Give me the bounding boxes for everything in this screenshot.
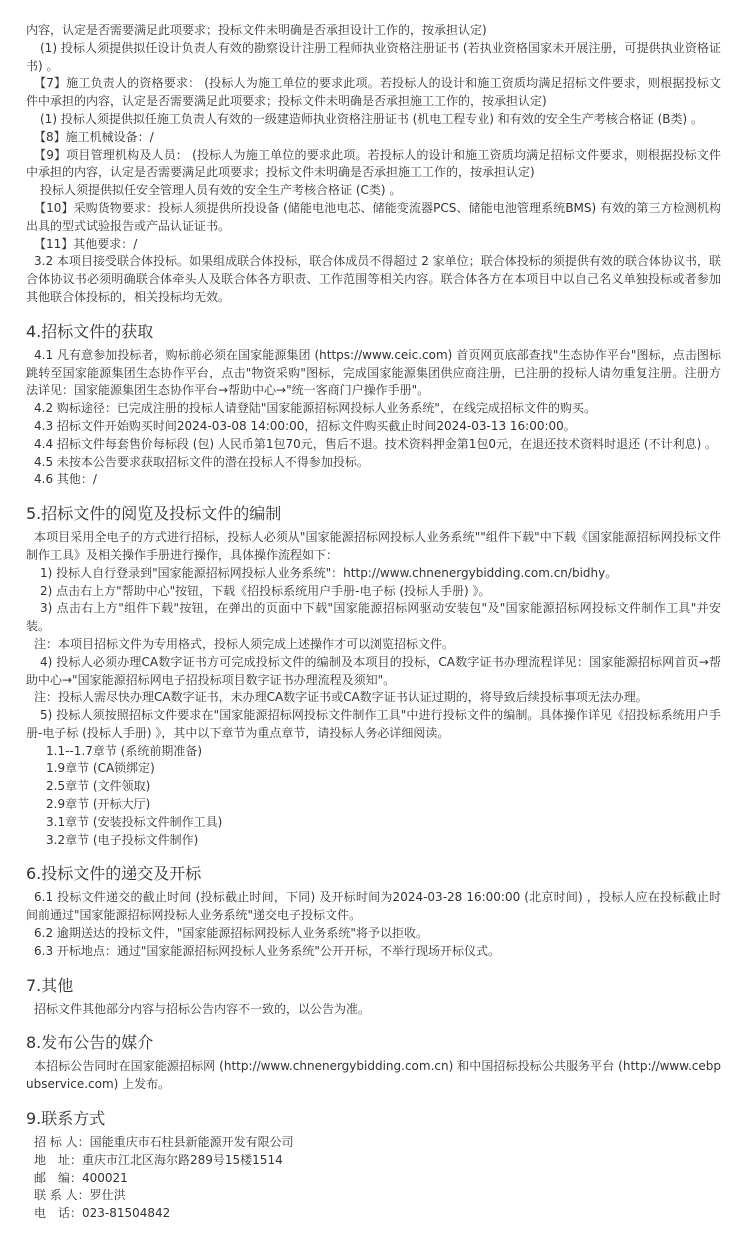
paragraph: 3) 点击右上方"组件下载"按钮，在弹出的页面中下载"国家能源招标网驱动安装包"及"国家能源招标网投标文件制作工具"并安装。	[26, 601, 721, 634]
paragraph: 3.2章节 (电子投标文件制作)	[46, 832, 199, 847]
paragraph: 4.3 招标文件开始购买时间2024-03-08 14:00:00，招标文件购买截止时间2024-03-13 16:00:00。	[34, 418, 576, 433]
phone-line: 电 话：023-81504842	[34, 1206, 171, 1221]
paragraph: 4.1 凡有意参加投标者，购标前必须在国家能源集团 (https://www.ceic.com) 首页网页底部查找"生态协作平台"图标，点击图标跳转至国家能源集团生态协作平台，点击"物资采购"图标，完成国家能源集团供应商注册，已注册的投标人请勿重复注册。注册方法详见：国家能源集团生态协作平台→帮助中心→"统一客商门户操作手册"。	[26, 347, 721, 398]
paragraph: 6.1 投标文件递交的截止时间 (投标截止时间，下同) 及开标时间为2024-03-28 16:00:00 (北京时间) ，投标人应在投标截止时间前通过"国家能源招标网投标人业务系统"递交电子投标文件。	[26, 890, 721, 923]
paragraph: 4) 投标人必须办理CA数字证书方可完成投标文件的编制及本项目的投标，CA数字证书办理流程详见：国家能源招标网首页→帮助中心→"国家能源招标网电子招投标项目数字证书办理流程及须知"。	[26, 654, 721, 687]
address-line: 地 址：重庆市江北区海尔路289号15楼1514	[34, 1152, 283, 1167]
section	[26, 1032, 721, 1094]
paragraph: 【9】项目管理机构及人员： (投标人为施工单位的要求此项。若投标人的设计和施工资质均满足招标文件要求，则根据投标文件中承担的内容，认定是否需要满足此项要求；投标文件未明确是否承担施工工作的，按承担认定)	[26, 147, 721, 180]
paragraph: 2.9章节 (开标大厅)	[46, 797, 151, 812]
paragraph: 2.5章节 (文件领取)	[46, 779, 151, 794]
paragraph: 注：本项目招标文件为专用格式，投标人须完成上述操作才可以浏览招标文件。	[34, 636, 455, 651]
paragraph: 4.2 购标途径：已完成注册的投标人请登陆"国家能源招标网投标人业务系统"，在线完成招标文件的购买。	[34, 401, 596, 416]
paragraph: 1) 投标人自行登录到"国家能源招标网投标人业务系统"：http://www.chnenergybidding.com.cn/bidhy。	[40, 565, 618, 580]
section	[26, 975, 721, 1019]
section	[26, 503, 721, 849]
paragraph: 【11】其他要求：/	[34, 236, 138, 251]
paragraph: 6.2 逾期送达的投标文件，"国家能源招标网投标人业务系统"将予以拒收。	[34, 926, 428, 941]
paragraph: 本招标公告同时在国家能源招标网 (http://www.chnenergybidding.com.cn) 和中国招标投标公共服务平台 (http://www.cebpubservice.com) 上发布。	[26, 1059, 721, 1092]
paragraph: 本项目采用全电子的方式进行招标，投标人必须从"国家能源招标网投标人业务系统""组件下载"中下载《国家能源招标网投标文件制作工具》及相关操作手册进行操作，具体操作流程如下：	[26, 530, 721, 562]
paragraph: 【8】施工机械设备：/	[34, 129, 154, 144]
paragraph: 4.6 其他：/	[34, 472, 97, 487]
paragraph: 5) 投标人须按照招标文件要求在"国家能源招标网投标文件制作工具"中进行投标文件的编制。具体操作详见《招投标系统用户手册-电子标 (投标人手册) 》，其中以下章节为重点章节，请投标人务必详细阅读。	[26, 708, 721, 740]
paragraph: 【10】采购货物要求：投标人须提供所投设备 (储能电池电芯、储能变流器PCS、储能电池管理系统BMS) 有效的第三方检测机构出具的型式试验报告或产品认证证书。	[26, 200, 721, 233]
tenderer-line: 招 标 人：国能重庆市石柱县新能源开发有限公司	[34, 1135, 294, 1150]
paragraph: 1.9章节 (CA锁绑定)	[46, 761, 155, 776]
section-heading: 4.招标文件的获取	[26, 321, 154, 341]
paragraph: 1.1--1.7章节 (系统前期准备)	[46, 743, 203, 758]
postcode-line: 邮 编：400021	[34, 1170, 128, 1185]
paragraph: (1) 投标人须提供拟任施工负责人有效的一级建造师执业资格注册证书 (机电工程专业) 和有效的安全生产考核合格证 (B类) 。	[40, 111, 704, 126]
section-heading: 6.投标文件的递交及开标	[26, 864, 202, 884]
paragraph: 4.4 招标文件每套售价每标段 (包) 人民币第1包70元，售后不退。技术资料押金第1包0元，在退还技术资料时退还 (不计利息) 。	[34, 436, 718, 451]
contact-person-line: 联 系 人：罗仕洪	[34, 1188, 126, 1203]
paragraph: 3.2 本项目接受联合体投标。如果组成联合体投标，联合体成员不得超过 2 家单位；联合体投标的须提供有效的联合体协议书，联合体协议书必须明确联合体牵头人及联合体各方职责、工作范围等相关内容。联合体各方在本项目中以自己名义单独投标或者参加其他联合体投标的，相关投标均无效。	[26, 254, 721, 304]
paragraph: 2) 点击右上方"帮助中心"按钮，下载《招投标系统用户手册-电子标 (投标人手册) 》。	[40, 583, 491, 598]
paragraph: 6.3 开标地点：通过"国家能源招标网投标人业务系统"公开开标，不举行现场开标仪式。	[34, 943, 500, 958]
section	[26, 863, 721, 960]
section-heading: 5.招标文件的阅览及投标文件的编制	[26, 504, 282, 524]
section-heading: 9.联系方式	[26, 1109, 106, 1129]
paragraph: 内容，认定是否需要满足此项要求；投标文件未明确是否承担设计工作的，按承担认定)	[26, 23, 487, 37]
paragraph: (1) 投标人须提供拟任设计负责人有效的勘察设计注册工程师执业资格注册证书 (若执业资格国家未开展注册，可提供执业资格证书) 。	[26, 40, 721, 73]
paragraph: 4.5 未按本公告要求获取招标文件的潜在投标人不得参加投标。	[34, 454, 369, 469]
paragraph: 3.1章节 (安装投标文件制作工具)	[46, 814, 223, 829]
paragraph: 注：投标人需尽快办理CA数字证书，未办理CA数字证书或CA数字证书认证过期的，将导致后续投标事项无法办理。	[34, 690, 648, 705]
paragraph: 投标人须提供拟任安全管理人员有效的安全生产考核合格证 (C类) 。	[40, 183, 402, 198]
paragraph: 【7】施工负责人的资格要求： (投标人为施工单位的要求此项。若投标人的设计和施工资质均满足招标文件要求，则根据投标文件中承担的内容，认定是否需要满足此项要求；投标文件未明确是否承担施工工作的，按承担认定)	[26, 76, 721, 109]
paragraph: 招标文件其他部分内容与招标公告内容不一致的，以公告为准。	[34, 1001, 371, 1016]
section-heading: 7.其他	[26, 975, 74, 995]
section	[26, 1108, 721, 1223]
section	[26, 321, 721, 489]
section-heading: 8.发布公告的媒介	[26, 1033, 154, 1053]
